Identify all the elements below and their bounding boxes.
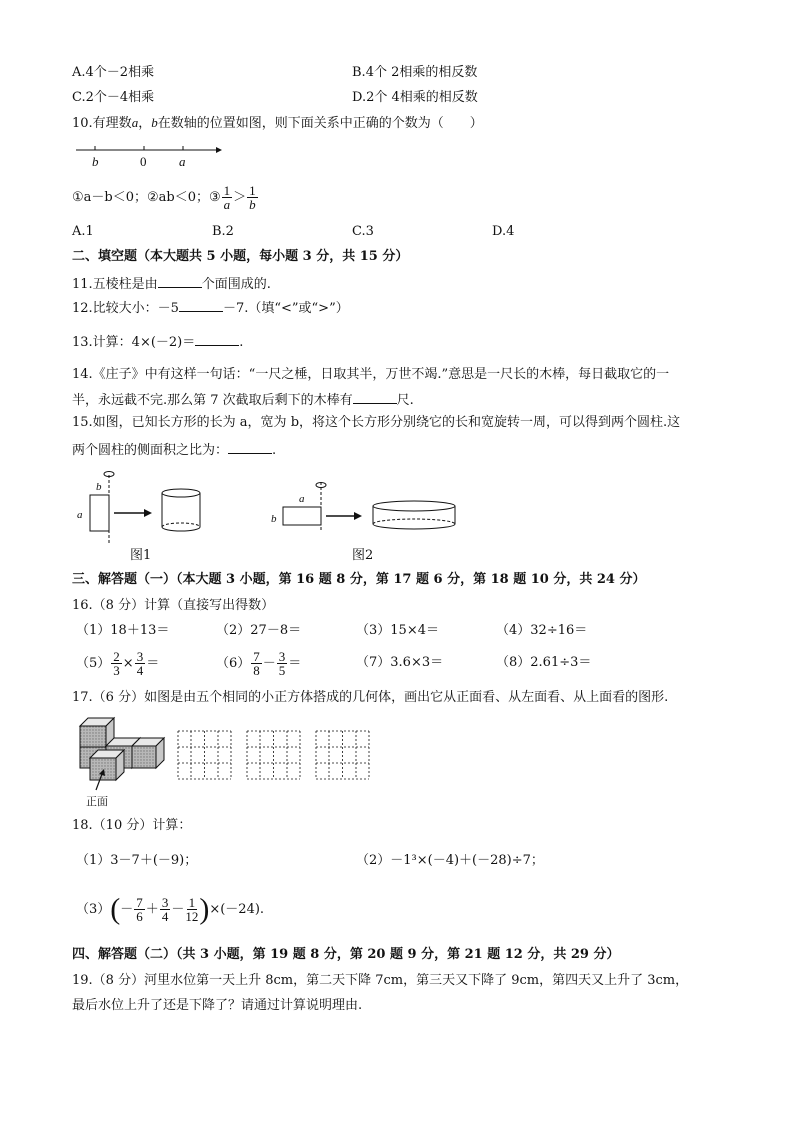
equals-sign: ＝ bbox=[146, 656, 160, 671]
q12-text: 12.比较大小：－5 bbox=[72, 301, 179, 316]
fraction bbox=[251, 650, 262, 677]
numerator: 7 bbox=[253, 649, 260, 664]
axis-label-zero: 0 bbox=[140, 154, 147, 169]
denominator: 12 bbox=[185, 909, 199, 924]
q13-text: 13.计算：4×(－2)＝ bbox=[72, 335, 196, 350]
item-number: （3） bbox=[76, 902, 111, 917]
q17-stem: 17.（6 分）如图是由五个相同的小正方体搭成的几何体，画出它从正面看、从左面看、从上面看的图形. bbox=[72, 690, 669, 705]
separator: ， bbox=[138, 116, 152, 131]
option-text: 4个－2相乘 bbox=[85, 65, 155, 80]
answer-grid-top[interactable] bbox=[316, 731, 370, 781]
numerator: 2 bbox=[113, 649, 120, 664]
fraction bbox=[111, 650, 122, 677]
q16-item-8: （8）2.61÷3＝ bbox=[496, 655, 592, 670]
var-a: a bbox=[131, 115, 139, 130]
denominator: 8 bbox=[253, 663, 260, 678]
stem-text: 10.有理数 bbox=[72, 116, 132, 131]
tail-text: ×(－24). bbox=[209, 902, 265, 917]
q19-line-2: 最后水位上升了还是下降了？请通过计算说明理由. bbox=[72, 998, 363, 1013]
q16-item-7: （7）3.6×3＝ bbox=[356, 655, 444, 670]
denominator: 4 bbox=[161, 909, 169, 924]
answer-blank[interactable] bbox=[228, 439, 272, 454]
option-letter: D. bbox=[352, 90, 367, 105]
q10-option-a: A.1 bbox=[72, 224, 94, 239]
cylinder-bottom bbox=[373, 524, 455, 529]
q15-line-2 bbox=[72, 439, 276, 460]
q9-option-d bbox=[352, 89, 478, 107]
figure-2-diagram bbox=[278, 478, 468, 538]
cube-front bbox=[80, 726, 106, 747]
q16-stem: 16.（8 分）计算（直接写出得数） bbox=[72, 598, 275, 613]
q9-option-a bbox=[72, 64, 154, 82]
q12-text: －7.（填“<”或“>”） bbox=[222, 301, 349, 316]
option-text: 4个 2相乘的相反数 bbox=[365, 65, 478, 80]
axis-label-b: b bbox=[92, 154, 99, 169]
q15-text: 两个圆柱的侧面积之比为： bbox=[72, 443, 229, 458]
q10-stem bbox=[72, 114, 483, 133]
arrow-head-icon bbox=[144, 509, 152, 517]
item-number: （6） bbox=[216, 656, 251, 671]
q18-part-3 bbox=[76, 893, 264, 927]
denominator: 4 bbox=[136, 663, 144, 678]
fig1-side-a: a bbox=[77, 509, 83, 521]
answer-blank[interactable] bbox=[158, 273, 202, 288]
item-number: （5） bbox=[76, 656, 111, 671]
numerator: 3 bbox=[161, 895, 169, 910]
q10-option-d: D.4 bbox=[492, 224, 515, 239]
left-paren: ( bbox=[110, 892, 121, 926]
q16-item-3: （3）15×4＝ bbox=[356, 623, 439, 638]
fig2-side-b: b bbox=[271, 513, 277, 525]
q14-line-2 bbox=[72, 389, 414, 410]
q12 bbox=[72, 297, 349, 318]
fraction bbox=[134, 896, 145, 923]
numerator: 1 bbox=[188, 895, 196, 910]
fraction bbox=[277, 650, 288, 677]
q18-part-2: （2）－1³×(－4)＋(－28)÷7； bbox=[356, 853, 544, 868]
q18-part-1: （1）3－7＋(－9)； bbox=[76, 853, 198, 868]
cylinder-bottom bbox=[162, 527, 200, 531]
q18-stem: 18.（10 分）计算： bbox=[72, 818, 192, 833]
operator: － bbox=[171, 902, 185, 917]
option-text: 2个－4相乘 bbox=[85, 90, 155, 105]
fraction bbox=[185, 896, 198, 923]
q10-option-b: B.2 bbox=[212, 224, 234, 239]
cylinder-bottom-hidden bbox=[162, 523, 200, 527]
stem-text: 在数轴的位置如图，则下面关系中正确的个数为（ ） bbox=[157, 116, 483, 131]
denominator: a bbox=[223, 197, 231, 212]
q14-line-1: 14.《庄子》中有这样一句话：“一尺之棰，日取其半，万世不竭.”意思是一尺长的木棒，每日截取它的一 bbox=[72, 367, 670, 382]
q16-item-5 bbox=[76, 650, 159, 677]
q16-item-2: （2）27－8＝ bbox=[216, 623, 302, 638]
denominator: b bbox=[249, 197, 256, 212]
q16-item-6 bbox=[216, 650, 301, 677]
denominator: 3 bbox=[113, 663, 120, 678]
var-b: b bbox=[151, 115, 158, 130]
operator: ＋ bbox=[145, 902, 159, 917]
section-4-title: 四、解答题（二）（共 3 小题，第 19 题 8 分，第 20 题 9 分，第 21 题 12 分，共 29 分） bbox=[72, 947, 620, 962]
q15-text: . bbox=[272, 443, 277, 458]
q14-text: 半，永远截不完.那么第 7 次截取后剩下的木棒有 bbox=[72, 393, 353, 408]
cube-figure bbox=[74, 714, 166, 794]
relation-3-prefix: ③ bbox=[209, 190, 221, 205]
fraction-1-over-b bbox=[247, 184, 258, 211]
q14-text: 尺. bbox=[396, 393, 414, 408]
section-3-title: 三、解答题（一）（本大题 3 小题，第 16 题 8 分，第 17 题 6 分，第 18 题 10 分，共 24 分） bbox=[72, 572, 646, 587]
section-2-title: 二、填空题（本大题共 5 小题，每小题 3 分，共 15 分） bbox=[72, 249, 409, 264]
front-label: 正面 bbox=[86, 795, 108, 808]
numerator: 7 bbox=[136, 895, 143, 910]
operator: － bbox=[262, 656, 276, 671]
q11-text: 11.五棱柱是由 bbox=[72, 277, 158, 292]
arrow-head-icon bbox=[354, 512, 362, 520]
figure-2-label: 图2 bbox=[352, 548, 374, 563]
q19-line-1: 19.（8 分）河里水位第一天上升 8cm，第二天下降 7cm，第三天又下降了 9cm，第四天又上升了 3cm， bbox=[72, 973, 689, 988]
cube-front bbox=[132, 746, 156, 768]
q11-text: 个面围成的. bbox=[201, 277, 271, 292]
cylinder-top bbox=[373, 501, 455, 511]
q13 bbox=[72, 331, 243, 352]
relation-2: ②ab＜0； bbox=[147, 190, 209, 205]
q9-option-c bbox=[72, 89, 154, 107]
fraction bbox=[160, 896, 171, 923]
equals-sign: ＝ bbox=[288, 656, 302, 671]
q9-option-b bbox=[352, 64, 477, 82]
answer-blank[interactable] bbox=[179, 297, 223, 312]
numerator: 3 bbox=[278, 649, 286, 664]
q13-text: . bbox=[239, 335, 244, 350]
cube-front bbox=[90, 758, 116, 780]
answer-blank[interactable] bbox=[353, 389, 397, 404]
right-paren: ) bbox=[199, 892, 210, 926]
figure-1-label: 图1 bbox=[130, 548, 152, 563]
numerator: 3 bbox=[136, 649, 144, 664]
answer-grid-front[interactable] bbox=[178, 731, 232, 781]
fig2-side-a: a bbox=[299, 493, 305, 505]
denominator: 6 bbox=[136, 909, 143, 924]
operator: － bbox=[120, 902, 134, 917]
numerator: 1 bbox=[249, 183, 256, 198]
fig1-side-b: b bbox=[96, 481, 102, 493]
answer-blank[interactable] bbox=[195, 331, 239, 346]
q16-item-4: （4）32÷16＝ bbox=[496, 623, 588, 638]
gt-sign: ＞ bbox=[233, 190, 247, 205]
operator: × bbox=[122, 656, 134, 671]
option-letter: A. bbox=[72, 65, 86, 80]
answer-grid-left[interactable] bbox=[247, 731, 301, 781]
rectangle bbox=[90, 495, 109, 531]
q16-item-1: （1）18＋13＝ bbox=[76, 623, 170, 638]
q15-line-1: 15.如图，已知长方形的长为 a，宽为 b，将这个长方形分别绕它的长和宽旋转一周，可以得到两个圆柱.这 bbox=[72, 415, 681, 430]
figure-1-diagram bbox=[86, 465, 216, 545]
rectangle bbox=[283, 507, 321, 525]
denominator: 5 bbox=[278, 663, 286, 678]
cylinder-top bbox=[162, 489, 200, 497]
cylinder-bottom-hidden bbox=[373, 519, 455, 524]
q10-relations bbox=[72, 184, 259, 211]
axis-arrow bbox=[216, 147, 222, 153]
axis-label-a: a bbox=[179, 154, 186, 169]
relation-1: ①a－b＜0； bbox=[72, 190, 147, 205]
fraction-1-over-a bbox=[222, 184, 233, 211]
option-letter: B. bbox=[352, 65, 366, 80]
option-text: 2个 4相乘的相反数 bbox=[366, 90, 478, 105]
option-letter: C. bbox=[72, 90, 86, 105]
q10-option-c: C.3 bbox=[352, 224, 374, 239]
fraction bbox=[135, 650, 146, 677]
q11 bbox=[72, 273, 271, 294]
numerator: 1 bbox=[223, 183, 231, 198]
